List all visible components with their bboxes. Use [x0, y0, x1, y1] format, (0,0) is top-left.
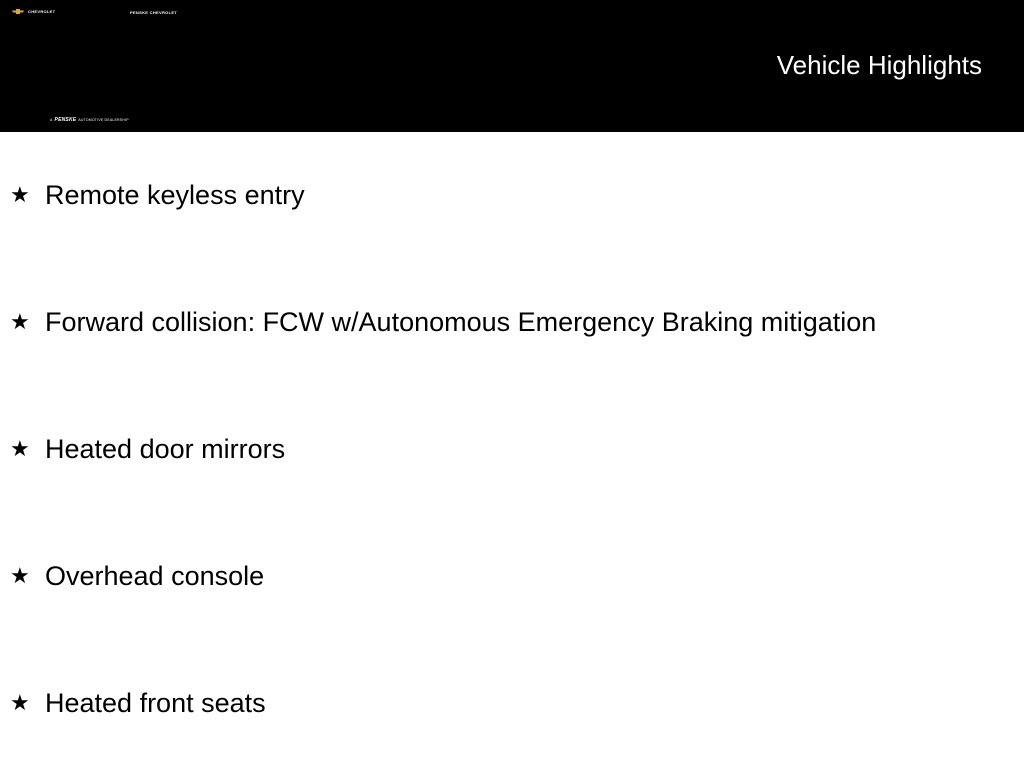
star-icon: ★: [10, 690, 30, 715]
list-item: [0, 434, 1010, 474]
dealership-suffix: AUTOMOTIVE DEALERSHIP: [78, 118, 129, 122]
brand-name: CHEVROLET: [28, 9, 56, 14]
list-item: [0, 180, 1010, 220]
highlight-label: Overhead console: [45, 561, 265, 591]
star-icon: ★: [10, 436, 30, 461]
page-title: Vehicle Highlights: [776, 50, 982, 80]
list-item: [0, 561, 1010, 601]
highlight-label: Heated front seats: [45, 688, 266, 718]
list-item: [0, 688, 1010, 728]
dealer-name: PENSKE CHEVROLET: [130, 10, 178, 15]
star-icon: ★: [10, 309, 30, 334]
list-item: [0, 307, 1010, 347]
header-banner: [0, 0, 1024, 132]
star-icon: ★: [10, 563, 30, 588]
dealership-prefix: A: [50, 118, 53, 122]
bowtie-icon: [12, 9, 24, 14]
highlight-label: Forward collision: FCW w/Autonomous Emergency Braking mitigation: [45, 307, 877, 337]
dealership-brand: PENSKE: [54, 117, 77, 123]
chevrolet-logo: [12, 9, 55, 14]
star-icon: ★: [10, 182, 30, 207]
dealership-tagline: [50, 117, 129, 123]
highlight-label: Remote keyless entry: [45, 180, 305, 210]
highlight-label: Heated door mirrors: [45, 434, 286, 464]
